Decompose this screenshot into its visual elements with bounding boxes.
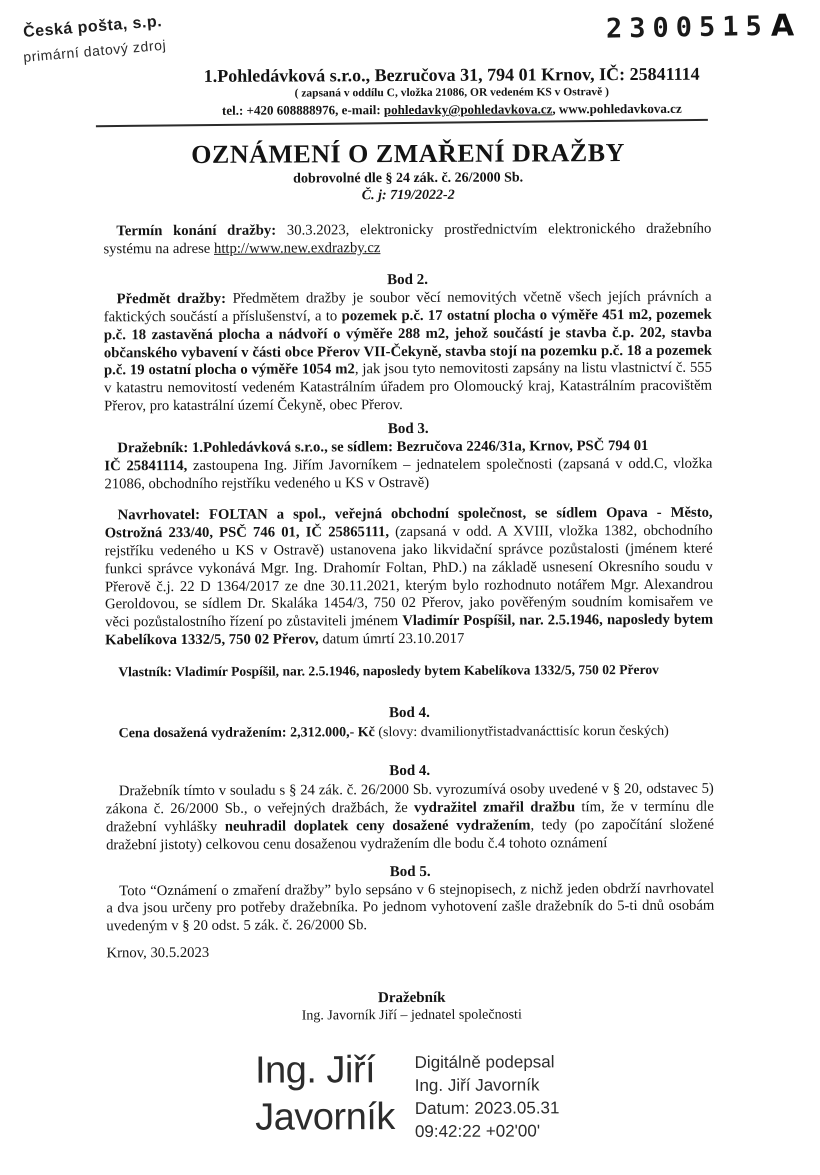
digital-signature-name-line2: Javorník <box>255 1096 395 1139</box>
letterhead <box>0 62 818 120</box>
header-divider <box>96 119 708 127</box>
document-title: OZNÁMENÍ O ZMAŘENÍ DRAŽBY <box>191 138 625 169</box>
letterhead-company-line: 1.Pohledávková s.r.o., Bezručova 31, 794 01 Krnov, IČ: 25841114 <box>203 63 700 86</box>
paragraph-copies: Toto “Oznámení o zmaření dražby” bylo sepsáno v 6 stejnopisech, z nichž jeden obdrží navrhovatel a dva jsou určeny pro potřeby dražebníka. Po jednom vyhotovení zašle dražebník do 5-ti dnů osobám uvedeným v § 20 odst. 5 zák. č. 26/2000 Sb. <box>106 880 715 935</box>
digital-signature-detail-line: Datum: 2023.05.31 <box>414 1098 560 1119</box>
sender-subtitle: primární datový zdroj <box>22 36 167 65</box>
paragraph-auction-date: Termín konání dražby: 30.3.2023, elektronicky prostřednictvím elektronického dražebního systému na adrese http://www.new.exdrazby.cz <box>103 220 712 258</box>
section-heading-bod5: Bod 5. <box>389 863 431 880</box>
section-heading-bod4-notice: Bod 4. <box>389 762 431 780</box>
letterhead-contact-line: tel.: +420 608888976, e-mail: pohledavky@pohledavkova.cz, www.pohledavkova.cz <box>221 100 682 118</box>
sender-stamp <box>22 13 167 65</box>
digital-signature-detail-line: Ing. Jiří Javorník <box>414 1075 540 1096</box>
filing-stamp-number: 2300515 <box>605 10 770 45</box>
reference-number: Č. j: 719/2022-2 <box>361 187 455 204</box>
signature-signer-line: Ing. Javorník Jiří – jednatel společnosti <box>301 1007 522 1024</box>
paragraph-achieved-price: Cena dosažená vydražením: 2,312.000,- Kč (slovy: dvamilionytřistadvanácttisíc korun českých) <box>118 723 669 742</box>
digital-signature-details <box>415 1047 560 1144</box>
sender-company: Česká pošta, s.p. <box>22 13 163 42</box>
letterhead-registration-line: ( zapsaná v oddílu C, vložka 21086, OR vedeném KS v Ostravě ) <box>294 86 609 100</box>
signature-role-heading: Dražebník <box>377 990 446 1007</box>
filing-stamp <box>606 8 795 46</box>
paragraph-proposer: Navrhovatel: FOLTAN a spol., veřejná obchodní společnost, se sídlem Opava - Město, Ostrožná 233/40, PSČ 746 01, IČ 25865111, (zapsaná v odd. A XVIII, vložka 1382, obchodního rejstříku vedeného u KS v Ostravě) ustanovena jako likvidační správce pozůstalosti (jménem které funkci správce vykonává Mgr. Ing. Drahomír Foltan, PhD.) na základě usnesení Okresního soudu v Přerově č.j. 22 D 1364/2017 ze dne 30.11.2021, kterým bylo rozhodnuto notářem Mgr. Alexandrou Geroldovou, se sídlem Dr. Skaláka 1454/3, 750 02 Přerov, jako pověřeným soudním komisařem ve věci pozůstalostního řízení po zůstaviteli jménem Vladimír Pospíšil, nar. 2.5.1946, naposledy bytem Kabelíkova 1332/5, 750 02 Přerov, datum úmrtí 23.10.2017 <box>104 504 714 649</box>
filing-stamp-letter: A <box>770 8 795 44</box>
document-subtitle: dobrovolné dle § 24 zák. č. 26/2000 Sb. <box>293 170 524 187</box>
digital-signature-block <box>255 1045 820 1143</box>
digital-signature-name <box>255 1047 395 1142</box>
place-and-date: Krnov, 30.5.2023 <box>106 945 210 962</box>
section-heading-bod3: Bod 3. <box>387 421 429 438</box>
document-body <box>0 62 820 1145</box>
section-heading-bod4-price: Bod 4. <box>389 704 430 722</box>
digital-signature-detail-line: Digitálně podepsal <box>414 1052 555 1073</box>
paragraph-frustration-notice: Dražebník tímto v souladu s § 24 zák. č. 26/2000 Sb. vyrozumívá osoby uvedené v § 20, odstavec 5) zákona č. 26/2000 Sb., o veřejných dražbách, že vydražitel zmařil dražbu tím, že v termínu dle dražební vyhlášky neuhradil doplatek ceny dosažené vydražením, tedy (po započítání složené dražební jistoty) celkovou cenu dosaženou vydražením dle bodu č.4 tohoto oznámení <box>105 780 714 853</box>
paragraph-auctioneer: Dražebník: 1.Pohledávková s.r.o., se sídlem: Bezručova 2246/31a, Krnov, PSČ 794 01 IČ 25841114, zastoupena Ing. Jiřím Javorníkem – jednatelem společnosti (zapsaná v odd.C, vložka 21086, obchodního rejstříku vedeného u KS v Ostravě) <box>104 438 713 493</box>
section-heading-bod2: Bod 2. <box>387 271 429 288</box>
paragraph-auction-subject: Předmět dražby: Předmětem dražby je soubor věcí nemovitých včetně všech jejích právních a faktických součástí a příslušenství, a to pozemek p.č. 17 ostatní plocha o výměře 451 m2, pozemek p.č. 18 zastavěná plocha a nádvoří o výměře 288 m2, jehož součástí je stavba č.p. 202, stavba občanského vybavení v části obce Přerov VII-Čekyně, stavba stojí na pozemku p.č. 18 a pozemek p.č. 19 ostatní plocha o výměře 1054 m2, jak jsou tyto nemovitosti zapsány na listu vlastnictví č. 555 v katastru nemovitostí vedeném Katastrálním úřadem pro Olomoucký kraj, Katastrálním pracovištěm Přerov, pro katastrální území Čekyně, obec Přerov. <box>103 288 713 415</box>
digital-signature-name-line1: Ing. Jiří <box>254 1049 376 1092</box>
digital-signature-detail-line: 09:42:22 +02'00' <box>414 1121 541 1142</box>
paragraph-owner: Vlastník: Vladimír Pospíšil, nar. 2.5.1946, naposledy bytem Kabelíkova 1332/5, 750 02 Přerov <box>118 662 659 680</box>
